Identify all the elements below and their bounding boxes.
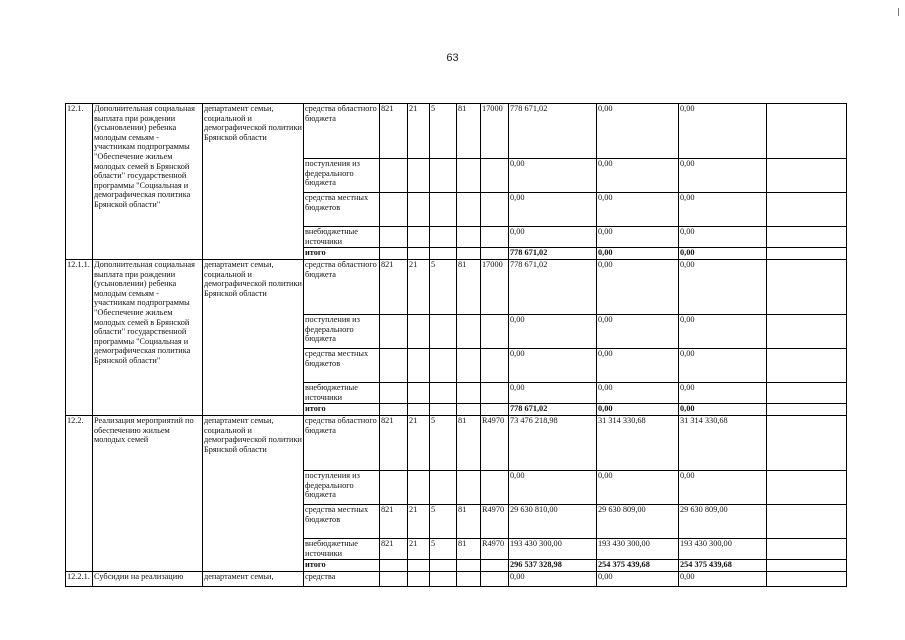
funding-source-label: поступления из федерального бюджета xyxy=(304,471,380,505)
budget-code-cell xyxy=(457,159,481,193)
budget-code-cell xyxy=(457,227,481,248)
code-cell-empty xyxy=(457,572,481,587)
code-cell-empty xyxy=(430,560,457,572)
table-row xyxy=(66,416,847,471)
budget-code-cell: 21 xyxy=(408,260,430,315)
funding-source-label: поступления из федерального бюджета xyxy=(304,159,380,193)
budget-code-cell: R4970 xyxy=(481,539,509,560)
item-name: Дополнительная социальная выплата при рождении (усыновлении) ребенка молодым семьям - участникам подпрограммы "Обеспечение жильем молодых семей в Брянской области" государственной программы "Социальная и демографическая политика Брянской области" xyxy=(93,104,203,260)
budget-code-cell xyxy=(457,471,481,505)
funding-source-label: средства местных бюджетов xyxy=(304,505,380,539)
budget-code-cell xyxy=(380,471,408,505)
funding-source-label: итого xyxy=(304,560,380,572)
budget-code-cell: 821 xyxy=(380,104,408,159)
amount-cell: 0,00 xyxy=(597,404,679,416)
funding-source-label: средства областного бюджета xyxy=(304,104,380,159)
funding-source-label: средства местных бюджетов xyxy=(304,349,380,383)
budget-code-cell xyxy=(380,193,408,227)
item-name: Дополнительная социальная выплата при рождении (усыновлении) ребенка молодым семьям - участникам подпрограммы "Обеспечение жильем молодых семей в Брянской области" государственной программы "Социальная и демографическая политика Брянской области" xyxy=(93,260,203,416)
extra-cell-empty xyxy=(767,260,847,315)
amount-cell: 0,00 xyxy=(597,159,679,193)
code-cell-empty xyxy=(408,560,430,572)
code-cell-empty xyxy=(430,572,457,587)
budget-table xyxy=(65,103,847,587)
extra-cell-empty xyxy=(767,159,847,193)
amount-cell: 0,00 xyxy=(597,315,679,349)
amount-cell: 0,00 xyxy=(509,572,597,587)
funding-source-label: внебюджетные источники xyxy=(304,539,380,560)
amount-cell: 0,00 xyxy=(679,227,767,248)
amount-cell: 0,00 xyxy=(679,383,767,404)
budget-code-cell: 21 xyxy=(408,104,430,159)
amount-cell: 0,00 xyxy=(679,572,767,587)
amount-cell: 0,00 xyxy=(597,349,679,383)
extra-cell-empty xyxy=(767,416,847,471)
amount-cell: 31 314 330,68 xyxy=(597,416,679,471)
code-cell-empty xyxy=(481,560,509,572)
code-cell-empty xyxy=(408,404,430,416)
amount-cell: 0,00 xyxy=(679,471,767,505)
item-executor: департамент семьи, социальной и демографической политики Брянской области xyxy=(203,416,304,572)
amount-cell: 0,00 xyxy=(509,227,597,248)
amount-cell: 29 630 810,00 xyxy=(509,505,597,539)
code-cell-empty xyxy=(380,404,408,416)
amount-cell: 0,00 xyxy=(597,383,679,404)
budget-code-cell: R4970 xyxy=(481,505,509,539)
scan-edge-mark xyxy=(898,8,899,16)
extra-cell-empty xyxy=(767,572,847,587)
budget-code-cell xyxy=(481,159,509,193)
budget-code-cell xyxy=(408,349,430,383)
amount-cell: 0,00 xyxy=(679,104,767,159)
amount-cell: 0,00 xyxy=(679,248,767,260)
amount-cell: 0,00 xyxy=(509,383,597,404)
extra-cell-empty xyxy=(767,404,847,416)
budget-code-cell: 81 xyxy=(457,104,481,159)
budget-code-cell xyxy=(430,315,457,349)
table-row xyxy=(66,572,847,587)
extra-cell-empty xyxy=(767,349,847,383)
extra-cell-empty xyxy=(767,383,847,404)
funding-source-label: внебюджетные источники xyxy=(304,383,380,404)
amount-cell: 0,00 xyxy=(597,193,679,227)
budget-code-cell: 5 xyxy=(430,416,457,471)
funding-source-label: средства областного бюджета xyxy=(304,260,380,315)
amount-cell: 31 314 330,68 xyxy=(679,416,767,471)
table-row xyxy=(66,104,847,159)
budget-code-cell: 821 xyxy=(380,539,408,560)
code-cell-empty xyxy=(457,404,481,416)
budget-code-cell xyxy=(380,227,408,248)
amount-cell: 778 671,02 xyxy=(509,404,597,416)
budget-code-cell: 17000 xyxy=(481,104,509,159)
budget-code-cell xyxy=(408,159,430,193)
budget-code-cell: 21 xyxy=(408,539,430,560)
budget-code-cell: 821 xyxy=(380,416,408,471)
item-number: 12.1.1. xyxy=(66,260,93,416)
amount-cell: 0,00 xyxy=(679,404,767,416)
extra-cell-empty xyxy=(767,227,847,248)
budget-code-cell xyxy=(408,193,430,227)
extra-cell-empty xyxy=(767,560,847,572)
item-number: 12.1. xyxy=(66,104,93,260)
budget-code-cell xyxy=(430,193,457,227)
funding-source-label: средства местных бюджетов xyxy=(304,193,380,227)
budget-code-cell xyxy=(380,315,408,349)
extra-cell-empty xyxy=(767,315,847,349)
code-cell-empty xyxy=(430,248,457,260)
budget-code-cell: 21 xyxy=(408,505,430,539)
amount-cell: 193 430 300,00 xyxy=(509,539,597,560)
amount-cell: 0,00 xyxy=(679,349,767,383)
budget-code-cell: 5 xyxy=(430,505,457,539)
budget-code-cell: 17000 xyxy=(481,260,509,315)
code-cell-empty xyxy=(408,248,430,260)
budget-code-cell xyxy=(380,159,408,193)
extra-cell-empty xyxy=(767,539,847,560)
budget-code-cell xyxy=(481,227,509,248)
budget-code-cell: 5 xyxy=(430,539,457,560)
amount-cell: 0,00 xyxy=(597,248,679,260)
budget-code-cell xyxy=(481,193,509,227)
budget-code-cell xyxy=(380,349,408,383)
budget-code-cell xyxy=(481,315,509,349)
budget-code-cell xyxy=(380,383,408,404)
amount-cell: 0,00 xyxy=(509,159,597,193)
extra-cell-empty xyxy=(767,248,847,260)
amount-cell: 0,00 xyxy=(509,471,597,505)
amount-cell: 0,00 xyxy=(597,104,679,159)
code-cell-empty xyxy=(457,248,481,260)
code-cell-empty xyxy=(380,248,408,260)
code-cell-empty xyxy=(408,572,430,587)
code-cell-empty xyxy=(457,560,481,572)
amount-cell: 29 630 809,00 xyxy=(679,505,767,539)
code-cell-empty xyxy=(481,248,509,260)
amount-cell: 193 430 300,00 xyxy=(679,539,767,560)
budget-code-cell xyxy=(481,383,509,404)
budget-code-cell xyxy=(408,471,430,505)
budget-code-cell xyxy=(457,383,481,404)
amount-cell: 254 375 439,68 xyxy=(679,560,767,572)
item-name: Реализация мероприятий по обеспечению жильем молодых семей xyxy=(93,416,203,572)
budget-code-cell: 5 xyxy=(430,104,457,159)
funding-source-label: внебюджетные источники xyxy=(304,227,380,248)
amount-cell: 0,00 xyxy=(597,260,679,315)
item-executor: департамент семьи, xyxy=(203,572,304,587)
budget-code-cell: R4970 xyxy=(481,416,509,471)
amount-cell: 0,00 xyxy=(679,159,767,193)
budget-code-cell: 21 xyxy=(408,416,430,471)
amount-cell: 0,00 xyxy=(597,471,679,505)
code-cell-empty xyxy=(430,404,457,416)
code-cell-empty xyxy=(380,572,408,587)
amount-cell: 0,00 xyxy=(679,260,767,315)
amount-cell: 0,00 xyxy=(679,315,767,349)
page-number: 63 xyxy=(446,52,459,64)
budget-code-cell xyxy=(408,383,430,404)
budget-code-cell xyxy=(430,383,457,404)
extra-cell-empty xyxy=(767,193,847,227)
item-number: 12.2. xyxy=(66,416,93,572)
table-row xyxy=(66,260,847,315)
funding-source-label: средства xyxy=(304,572,380,587)
budget-code-cell xyxy=(481,471,509,505)
amount-cell: 778 671,02 xyxy=(509,260,597,315)
amount-cell: 0,00 xyxy=(679,193,767,227)
funding-source-label: итого xyxy=(304,248,380,260)
extra-cell-empty xyxy=(767,505,847,539)
amount-cell: 193 430 300,00 xyxy=(597,539,679,560)
amount-cell: 778 671,02 xyxy=(509,248,597,260)
budget-code-cell: 81 xyxy=(457,539,481,560)
code-cell-empty xyxy=(481,572,509,587)
budget-code-cell xyxy=(408,315,430,349)
item-executor: департамент семьи, социальной и демографической политики Брянской области xyxy=(203,104,304,260)
item-number: 12.2.1. xyxy=(66,572,93,587)
code-cell-empty xyxy=(380,560,408,572)
budget-code-cell: 821 xyxy=(380,505,408,539)
budget-code-cell: 81 xyxy=(457,260,481,315)
amount-cell: 254 375 439,68 xyxy=(597,560,679,572)
extra-cell-empty xyxy=(767,104,847,159)
budget-code-cell: 81 xyxy=(457,505,481,539)
extra-cell-empty xyxy=(767,471,847,505)
budget-code-cell xyxy=(481,349,509,383)
amount-cell: 0,00 xyxy=(597,227,679,248)
code-cell-empty xyxy=(481,404,509,416)
amount-cell: 0,00 xyxy=(509,349,597,383)
budget-code-cell: 81 xyxy=(457,416,481,471)
amount-cell: 0,00 xyxy=(509,193,597,227)
amount-cell: 29 630 809,00 xyxy=(597,505,679,539)
budget-code-cell xyxy=(430,159,457,193)
amount-cell: 0,00 xyxy=(509,315,597,349)
funding-source-label: средства областного бюджета xyxy=(304,416,380,471)
amount-cell: 0,00 xyxy=(597,572,679,587)
amount-cell: 73 476 218,98 xyxy=(509,416,597,471)
budget-code-cell xyxy=(408,227,430,248)
budget-code-cell: 821 xyxy=(380,260,408,315)
item-executor: департамент семьи, социальной и демографической политики Брянской области xyxy=(203,260,304,416)
budget-code-cell xyxy=(457,349,481,383)
budget-code-cell xyxy=(430,471,457,505)
amount-cell: 296 537 328,98 xyxy=(509,560,597,572)
amount-cell: 778 671,02 xyxy=(509,104,597,159)
budget-code-cell xyxy=(430,349,457,383)
budget-code-cell xyxy=(430,227,457,248)
funding-source-label: поступления из федерального бюджета xyxy=(304,315,380,349)
item-name: Субсидии на реализацию xyxy=(93,572,203,587)
budget-code-cell xyxy=(457,315,481,349)
budget-code-cell: 5 xyxy=(430,260,457,315)
budget-code-cell xyxy=(457,193,481,227)
funding-source-label: итого xyxy=(304,404,380,416)
